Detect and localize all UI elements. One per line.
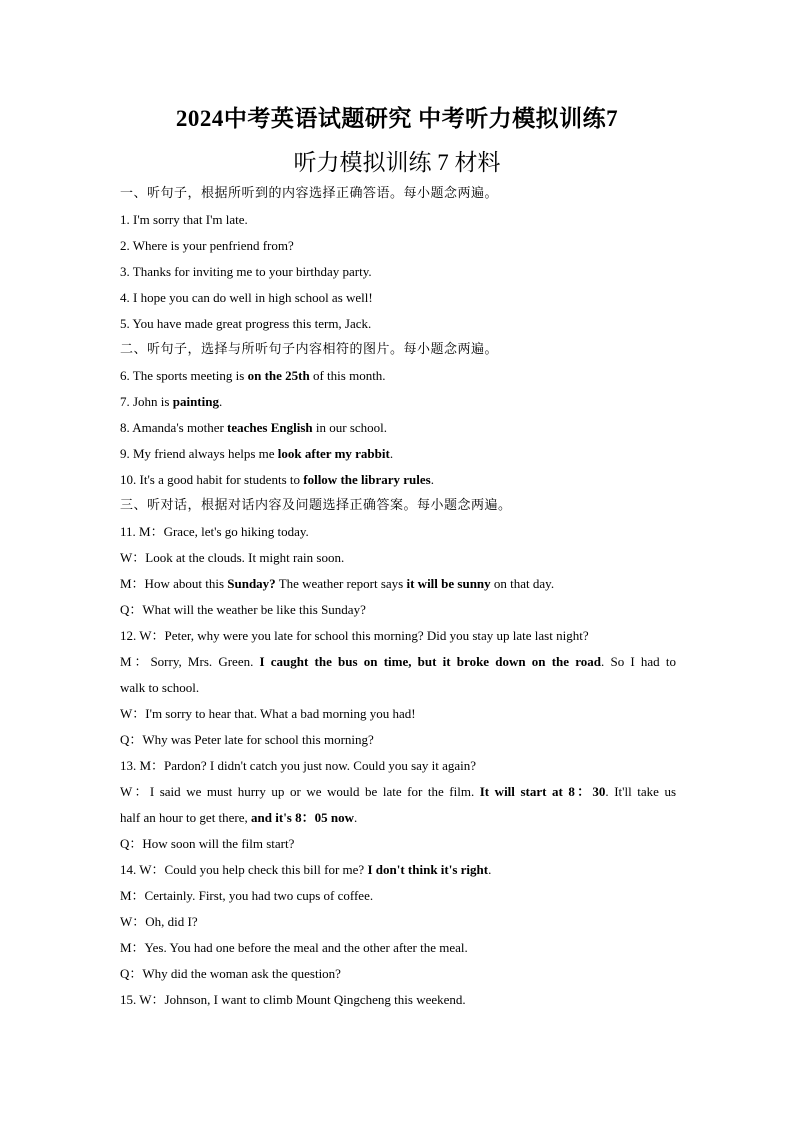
question-7: [120, 389, 676, 415]
dialogue-14-line-3: W：Oh, did I?: [120, 914, 198, 929]
question-9-text-end: .: [389, 446, 394, 461]
dialogue-13-text-a2: half an hour to get there,: [120, 810, 252, 825]
question-6-text: 6. The sports meeting is: [120, 368, 248, 383]
dialogue-14-line-2: M：Certainly. First, you had two cups of coffee.: [120, 888, 374, 903]
dialogue-12-text-c: . So I had to: [601, 654, 676, 669]
question-9-key: look after my rabbit: [277, 446, 390, 461]
section-heading-2: 二、听句子，选择与所听句子内容相符的图片。每小题念两遍。: [120, 342, 499, 357]
dialogue-14-text-c: .: [488, 862, 492, 877]
question-8: [120, 415, 676, 441]
question-7-text-end: .: [218, 394, 223, 409]
page-title: 2024中考英语试题研究 中考听力模拟训练7: [175, 106, 619, 131]
question-8-text-end: in our school.: [312, 420, 388, 435]
question-3: 3. Thanks for inviting me to your birthday party.: [120, 264, 372, 279]
question-10: [120, 467, 676, 493]
question-10-text-end: .: [430, 472, 434, 487]
dialogue-12-line-4: W：I'm sorry to hear that. What a bad morning you had!: [120, 706, 416, 721]
dialogue-14-line-4: M：Yes. You had one before the meal and the other after the meal.: [120, 940, 468, 955]
question-9: [120, 441, 676, 467]
dialogue-11-line-3: [120, 571, 676, 597]
dialogue-13-question: Q：How soon will the film start?: [120, 836, 295, 851]
question-5: 5. You have made great progress this term, Jack.: [120, 316, 372, 331]
section-heading-1: 一、听句子，根据所听到的内容选择正确答语。每小题念两遍。: [120, 186, 499, 201]
dialogue-11-line-2: W：Look at the clouds. It might rain soon.: [120, 550, 345, 565]
dialogue-12-text-a: M：Sorry, Mrs. Green.: [120, 654, 260, 669]
dialogue-13-line-2: [120, 779, 676, 805]
question-7-key: painting: [172, 394, 219, 409]
dialogue-12-line-2: [120, 649, 676, 675]
dialogue-11-question: Q：What will the weather be like this Sunday?: [120, 602, 366, 617]
dialogue-13-key-b2: and it's 8：05 now: [251, 810, 354, 825]
question-4: 4. I hope you can do well in high school as well!: [120, 290, 373, 305]
dialogue-14-key-b: I don't think it's right: [367, 862, 489, 877]
dialogue-14-question: Q：Why did the woman ask the question?: [120, 966, 341, 981]
question-1: 1. I'm sorry that I'm late.: [120, 212, 248, 227]
dialogue-11-line-1: 11. M：Grace, let's go hiking today.: [120, 524, 309, 539]
question-9-text: 9. My friend always helps me: [120, 446, 278, 461]
dialogue-11-text-c: The weather report says: [275, 576, 407, 591]
dialogue-13-text-c: . It'll take us: [605, 784, 676, 799]
dialogue-13-line-1: 13. M：Pardon? I didn't catch you just now. Could you say it again?: [120, 758, 477, 773]
dialogue-13-text-c2: .: [354, 810, 358, 825]
dialogue-11-text-e: on that day.: [490, 576, 555, 591]
dialogue-15-line-1: 15. W：Johnson, I want to climb Mount Qingcheng this weekend.: [120, 992, 466, 1007]
question-8-text: 8. Amanda's mother: [120, 420, 228, 435]
dialogue-12-line-3: walk to school.: [120, 680, 200, 695]
dialogue-12-question: Q：Why was Peter late for school this morning?: [120, 732, 374, 747]
page-subtitle: 听力模拟训练 7 材料: [293, 150, 501, 175]
dialogue-14-text-a: 14. W：Could you help check this bill for me?: [120, 862, 368, 877]
dialogue-11-key-b: Sunday?: [227, 576, 276, 591]
question-10-key: follow the library rules: [303, 472, 431, 487]
section-heading-3: 三、听对话，根据对话内容及问题选择正确答案。每小题念两遍。: [120, 498, 512, 513]
dialogue-13-text-a: W：I said we must hurry up or we would be late for the film.: [120, 784, 480, 799]
dialogue-12-key-b: I caught the bus on time, but it broke down on the road: [259, 654, 602, 669]
dialogue-12-line-1: 12. W：Peter, why were you late for school this morning? Did you stay up late last night?: [120, 628, 589, 643]
question-10-text: 10. It's a good habit for students to: [120, 472, 304, 487]
dialogue-13-line-3: [120, 805, 676, 831]
question-6-text-end: of this month.: [309, 368, 386, 383]
question-7-text: 7. John is: [120, 394, 173, 409]
dialogue-13-key-b: It will start at 8：30: [479, 784, 606, 799]
document-body: [120, 181, 676, 1013]
question-6-key: on the 25th: [247, 368, 310, 383]
dialogue-14-line-1: [120, 857, 676, 883]
question-6: [120, 363, 676, 389]
dialogue-11-key-d: it will be sunny: [406, 576, 491, 591]
question-2: 2. Where is your penfriend from?: [120, 238, 294, 253]
dialogue-11-text-a: M：How about this: [120, 576, 228, 591]
question-8-key: teaches English: [227, 420, 313, 435]
